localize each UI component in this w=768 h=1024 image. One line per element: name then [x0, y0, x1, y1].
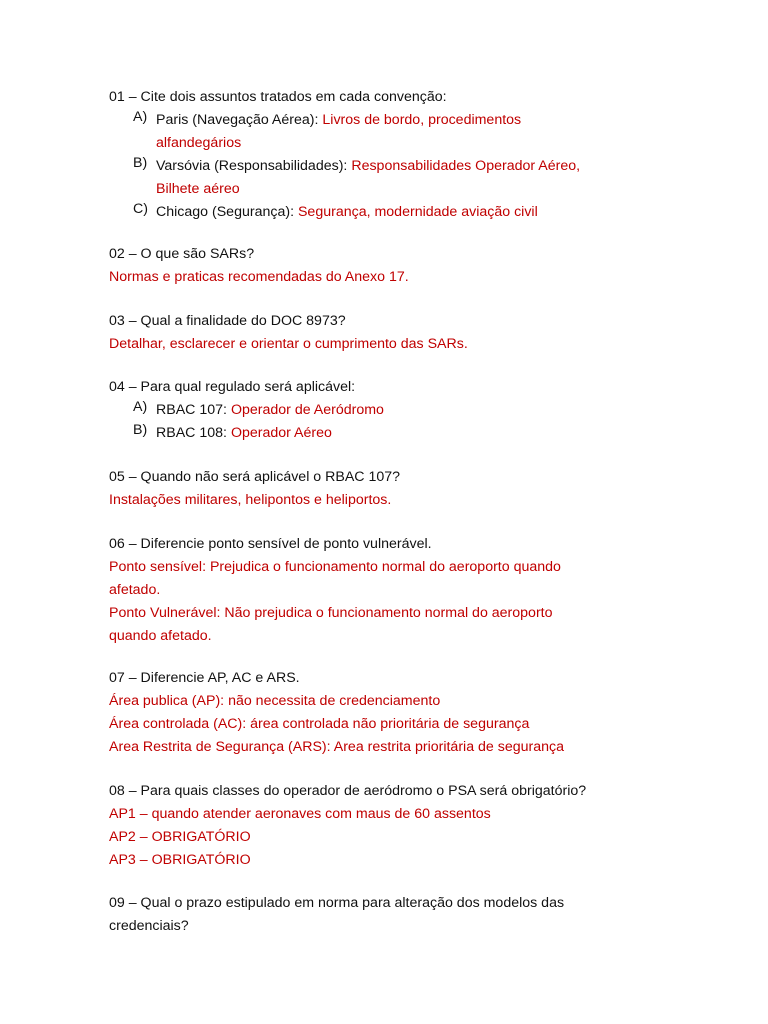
answer-text: Normas e praticas recomendadas do Anexo 17.: [109, 269, 409, 285]
question-text: 01 – Cite dois assuntos tratados em cada convenção:: [109, 89, 447, 105]
list-item: [109, 155, 668, 201]
item-label: RBAC 107:: [156, 402, 227, 418]
question-07: [109, 667, 668, 759]
question-02: [109, 243, 668, 289]
question-06: [109, 533, 668, 648]
answer-text: afetado.: [109, 582, 161, 598]
question-03: [109, 310, 668, 356]
question-text: credenciais?: [109, 918, 189, 934]
answer-text: Operador de Aeródromo: [230, 402, 384, 418]
item-label: RBAC 108:: [156, 425, 227, 441]
list-item: [109, 109, 668, 155]
answer-text: Area Restrita de Segurança (ARS): Area restrita prioritária de segurança: [109, 739, 565, 755]
answer-text: Ponto Vulnerável: Não prejudica o funcionamento normal do aeroporto: [109, 605, 553, 621]
answer-text: Instalações militares, helipontos e heliportos.: [109, 492, 392, 508]
answer-text: Bilhete aéreo: [156, 181, 240, 197]
question-text: 03 – Qual a finalidade do DOC 8973?: [109, 313, 346, 329]
question-04: [109, 376, 668, 445]
question-01: [109, 86, 668, 224]
list-item: [109, 399, 668, 422]
answer-text: AP1 – quando atender aeronaves com maus de 60 assentos: [109, 806, 491, 822]
answer-text: quando afetado.: [109, 628, 212, 644]
answer-text: Ponto sensível: Prejudica o funcionamento normal do aeroporto quando: [109, 559, 561, 575]
question-text: 07 – Diferencie AP, AC e ARS.: [109, 670, 300, 686]
list-letter: A): [133, 399, 148, 415]
answer-text: AP3 – OBRIGATÓRIO: [109, 852, 251, 868]
question-text: 09 – Qual o prazo estipulado em norma para alteração dos modelos das: [109, 895, 565, 911]
answer-text: alfandegários: [156, 135, 242, 151]
question-08: [109, 780, 668, 872]
answer-text: AP2 – OBRIGATÓRIO: [109, 829, 251, 845]
list-letter: A): [133, 109, 148, 125]
answer-text: Segurança, modernidade aviação civil: [297, 204, 538, 220]
list-item: [109, 422, 668, 445]
question-text: 06 – Diferencie ponto sensível de ponto vulnerável.: [109, 536, 432, 552]
answer-text: Livros de bordo, procedimentos: [322, 112, 522, 128]
question-text: 02 – O que são SARs?: [109, 246, 255, 262]
question-05: [109, 466, 668, 512]
question-text: 08 – Para quais classes do operador de aeródromo o PSA será obrigatório?: [109, 783, 587, 799]
answer-text: Operador Aéreo: [230, 425, 332, 441]
question-09: [109, 892, 668, 938]
item-label: Paris (Navegação Aérea):: [156, 112, 319, 128]
list-letter: B): [133, 155, 148, 171]
answer-text: Área controlada (AC): área controlada não prioritária de segurança: [109, 716, 530, 732]
list-letter: B): [133, 422, 148, 438]
question-text: 04 – Para qual regulado será aplicável:: [109, 379, 356, 395]
item-label: Chicago (Segurança):: [156, 204, 295, 220]
answer-text: Responsabilidades Operador Aéreo,: [351, 158, 581, 174]
question-text: 05 – Quando não será aplicável o RBAC 107?: [109, 469, 401, 485]
answer-text: Área publica (AP): não necessita de credenciamento: [109, 693, 441, 709]
list-letter: C): [133, 201, 148, 217]
item-label: Varsóvia (Responsabilidades):: [156, 158, 348, 174]
answer-text: Detalhar, esclarecer e orientar o cumprimento das SARs.: [109, 336, 468, 352]
list-item: [109, 201, 668, 224]
